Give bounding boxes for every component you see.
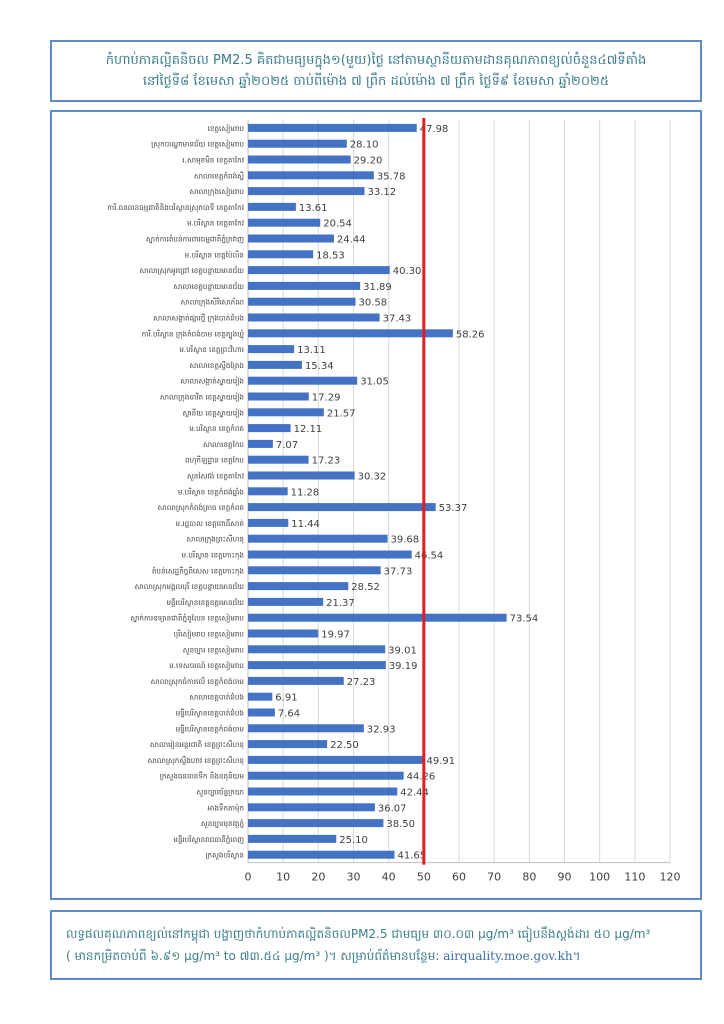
category-label: សួនច្បារ ខេត្តសៀមរាប bbox=[182, 645, 244, 655]
x-tick-label: 0 bbox=[244, 870, 252, 884]
bar bbox=[248, 803, 375, 811]
bar bbox=[248, 329, 453, 337]
bar bbox=[248, 361, 302, 369]
data-label: 28.52 bbox=[351, 582, 380, 594]
bar bbox=[248, 345, 294, 353]
data-label: 37.43 bbox=[382, 313, 412, 325]
bar bbox=[248, 171, 374, 179]
category-label: សាលាខេត្តស្ទឹងត្រែង bbox=[189, 360, 244, 370]
category-label: ម.បរិស្ថាន ខេត្តកំពត bbox=[189, 424, 244, 434]
category-label: សាលាសង្កាត់ផ្សារថ្មី ក្រុងបាត់ដំបង bbox=[153, 313, 244, 323]
data-label: 24.44 bbox=[336, 234, 366, 246]
chart-title-line-2: នៅថ្ងៃទី៨ ខែមេសា ឆ្នាំ២០២៥ ចាប់ពីម៉ោង ៧ ព្រឹក ដល់ម៉ោង ៧ ព្រឹក ថ្ងៃទី៩ ខែមេសា ឆ្នាំ២០២៥ bbox=[142, 74, 610, 89]
category-label: មន្ទីរបរិស្ថានរាជធានីភ្នំពេញ bbox=[173, 834, 244, 844]
bar bbox=[248, 724, 364, 732]
x-tick-label: 120 bbox=[659, 870, 681, 884]
data-label: 41.65 bbox=[397, 850, 427, 862]
category-label: ស្រុកបាណ្ឌាមានជ័យ ខេត្តសៀមរាប bbox=[151, 139, 244, 149]
summary-range-text: ( មានកម្រិតចាប់ពី ៦.៩១ µg/m³ to ៧៣.៥៤ µg/m³ )។ សម្រាប់ព័ត៌មានបន្ថែម: bbox=[66, 949, 440, 963]
data-label: 39.68 bbox=[390, 534, 420, 546]
bar bbox=[248, 709, 275, 717]
category-label: សាលាសង្កាត់ស្វាយរៀង bbox=[180, 376, 244, 386]
category-label: សាលាស្រុកស្ទឹងហាវ ខេត្តព្រះសីហនុ bbox=[147, 755, 244, 765]
data-label: 32.93 bbox=[366, 724, 396, 736]
category-label: ម.ទេសចរណ៍ ខេត្តសៀមរាប bbox=[169, 661, 244, 671]
summary-end-mark: ។ bbox=[572, 949, 581, 963]
bar bbox=[248, 851, 394, 859]
category-label: ក្រសួងធនធានទឹក និងឧតុនិយម bbox=[159, 771, 244, 781]
bar bbox=[248, 250, 313, 258]
bar bbox=[248, 424, 291, 432]
data-label: 20.54 bbox=[323, 218, 352, 230]
bar bbox=[248, 693, 272, 701]
bar bbox=[248, 408, 324, 416]
x-tick-label: 10 bbox=[276, 870, 291, 884]
category-label: តំបន់សេដ្ឋកិច្ចពិសេស ខេត្តកោះកុង bbox=[151, 566, 244, 576]
category-label: សាលាក្រុងបាវិត ខេត្តស្វាយរៀង bbox=[159, 392, 244, 402]
data-label: 7.07 bbox=[275, 439, 299, 451]
bar bbox=[248, 472, 355, 480]
category-label: ពហុកីឡដ្ឋាន ខេត្តកែប bbox=[185, 455, 244, 465]
category-label: សួនសៃវង់ ខេត្តតាកែវ bbox=[186, 471, 244, 481]
chart-title-box bbox=[50, 40, 702, 102]
bar bbox=[248, 582, 348, 590]
bar bbox=[248, 440, 273, 448]
bar bbox=[248, 614, 507, 622]
x-tick-label: 110 bbox=[624, 870, 646, 884]
pm25-bar-chart bbox=[52, 112, 700, 898]
category-label: មន្ទីរបរិស្ថានខេត្តកំពង់ចាម bbox=[175, 724, 244, 734]
data-label: 22.50 bbox=[330, 740, 359, 752]
category-label: សាលាស្រុកអូរជ្រៅ ខេត្តបន្ទាយមានជ័យ bbox=[139, 266, 244, 276]
summary-box bbox=[50, 910, 702, 980]
bar bbox=[248, 740, 327, 748]
category-label: ស្នាក់ការតំបន់ការពារធម្មជាតិភ្នំក្រវាញ bbox=[146, 234, 244, 244]
summary-line-1: លទ្ធផលគុណភាពខ្យល់នៅកម្ពុជា បង្ហាញថាកំហាប់ភាគល្អិតនិចលPM2.5 ជាមធ្យម ៣០.០៣ µg/m³ ធៀបនឹងស្តង់ដារ ៥០ µg/m³ bbox=[66, 927, 651, 941]
bar bbox=[248, 535, 388, 543]
data-label: 46.54 bbox=[414, 550, 444, 562]
category-label: ការិ.បរិស្ថាន ក្រុងកំពង់ចាម ខេត្តត្បូងឃ្មុំ bbox=[141, 329, 244, 339]
summary-line-2 bbox=[66, 945, 700, 967]
category-label: ម.បរិស្ថាន ខេត្តតាកែវ bbox=[186, 218, 244, 228]
data-label: 38.50 bbox=[386, 819, 416, 831]
bar bbox=[248, 393, 309, 401]
bar bbox=[248, 456, 309, 464]
category-label: សាលាស្រុកកំពង់ត្រាច ខេត្តកំពត bbox=[157, 503, 244, 513]
category-label: សាលាខេត្តកំពង់ស្ពឺ bbox=[193, 171, 244, 181]
data-label: 30.32 bbox=[357, 471, 387, 483]
bar bbox=[248, 298, 356, 306]
category-label: សាលាក្រុងព្រះសីហនុ bbox=[186, 534, 244, 544]
data-label: 6.91 bbox=[275, 692, 298, 704]
bar bbox=[248, 598, 323, 606]
data-label: 53.37 bbox=[438, 503, 468, 515]
category-label: មន្ទីរបរិស្ថានខេត្តឧត្តរមានជ័យ bbox=[166, 597, 244, 607]
bar bbox=[248, 835, 336, 843]
data-label: 25.10 bbox=[339, 834, 368, 846]
chart-panel bbox=[50, 110, 702, 900]
data-label: 12.11 bbox=[293, 424, 323, 436]
category-label: បុរីសៀមរាប ខេត្តសៀមរាប bbox=[173, 629, 244, 639]
data-label: 11.28 bbox=[290, 487, 320, 499]
data-label: 11.44 bbox=[291, 518, 320, 530]
x-tick-label: 20 bbox=[311, 870, 326, 884]
bar bbox=[248, 519, 288, 527]
bar bbox=[248, 219, 320, 227]
x-tick-label: 40 bbox=[381, 870, 396, 884]
bar bbox=[248, 314, 380, 322]
category-label: សាលាក្រុងសៀមរាប bbox=[189, 187, 244, 197]
category-label: មន្ទីរបរិស្ថានខេត្តបាត់ដំបង bbox=[175, 708, 244, 718]
category-label: សាលាខេត្តបាត់ដំបង bbox=[189, 692, 244, 702]
data-label: 42.44 bbox=[400, 787, 429, 799]
data-label: 44.26 bbox=[406, 771, 436, 783]
data-label: 21.57 bbox=[326, 408, 356, 420]
bar bbox=[248, 266, 390, 274]
category-label: រ.សាមុខមិន ខេត្តតាកែវ bbox=[182, 155, 244, 165]
bar bbox=[248, 282, 360, 290]
bar bbox=[248, 551, 412, 559]
data-label: 7.64 bbox=[277, 708, 301, 720]
category-label: ម.បរិស្ថាន ខេត្តកំពង់ឆ្នាំង bbox=[177, 487, 244, 497]
data-label: 17.23 bbox=[311, 455, 341, 467]
x-tick-label: 50 bbox=[416, 870, 431, 884]
data-label: 18.53 bbox=[316, 250, 345, 262]
category-label: សាលាខេត្តបន្ទាយមានជ័យ bbox=[173, 281, 244, 291]
category-label: សួនច្បារច័ន្ទក្រយា bbox=[196, 787, 244, 797]
data-label: 29.20 bbox=[353, 155, 383, 167]
bar bbox=[248, 788, 397, 796]
bar bbox=[248, 756, 424, 764]
category-label: ម.រដ្ឋបាល ខេត្តពោធិ៍សាត់ bbox=[175, 518, 244, 528]
data-label: 39.19 bbox=[388, 661, 418, 673]
category-label: ខេត្តសៀមរាប bbox=[207, 123, 244, 133]
data-label: 49.91 bbox=[426, 755, 456, 767]
data-label: 33.12 bbox=[367, 187, 397, 199]
bar bbox=[248, 187, 364, 195]
data-label: 31.05 bbox=[360, 376, 389, 388]
bar bbox=[248, 487, 288, 495]
category-label: ម.បរិស្ថាន ខេត្តកោះកុង bbox=[181, 550, 244, 560]
data-label: 37.73 bbox=[383, 566, 413, 578]
x-tick-label: 70 bbox=[487, 870, 502, 884]
data-label: 17.29 bbox=[311, 392, 341, 404]
category-label: សាលាស្រុកចំការលើ ខេត្តកំពង់ចាម bbox=[150, 676, 244, 686]
bar bbox=[248, 772, 404, 780]
data-label: 39.01 bbox=[388, 645, 417, 657]
data-label: 30.58 bbox=[358, 297, 388, 309]
bar bbox=[248, 124, 417, 132]
category-label: ស្នាក់ការឧទ្យានជាតិភ្នំគូលែន ខេត្តសៀមរាប bbox=[130, 613, 244, 623]
category-label: ម.បរិស្ថាន ខេត្តប៉ៃលិន bbox=[184, 250, 244, 260]
x-tick-label: 90 bbox=[557, 870, 572, 884]
x-tick-label: 60 bbox=[452, 870, 466, 884]
data-label: 13.61 bbox=[298, 202, 328, 214]
bar bbox=[248, 819, 383, 827]
data-label: 28.10 bbox=[349, 139, 379, 151]
bar bbox=[248, 566, 381, 574]
category-label: សាលាក្រុងសិរីសោភ័ណ bbox=[180, 297, 244, 307]
bar bbox=[248, 630, 318, 638]
category-label: អាងទឹកតាម៉ុក bbox=[207, 803, 244, 813]
bar bbox=[248, 645, 385, 653]
bar bbox=[248, 677, 344, 685]
data-label: 31.89 bbox=[363, 281, 392, 293]
category-label: សួនច្បារមុខវត្តភ្នំ bbox=[200, 819, 244, 829]
data-label: 27.23 bbox=[346, 676, 376, 688]
x-tick-label: 100 bbox=[589, 870, 611, 884]
category-label: ការិ.ធនធានធម្មជាតិនិងបរិស្ថានស្រុកបាទី ខេត្តតាកែវ bbox=[107, 202, 244, 212]
website-link[interactable]: airquality.moe.gov.kh bbox=[443, 949, 573, 963]
data-label: 21.37 bbox=[326, 597, 355, 609]
bar bbox=[248, 503, 436, 511]
category-label: សាលាស្រុកមង្គលបុរី ខេត្តបន្ទាយមានជ័យ bbox=[134, 582, 244, 592]
data-label: 58.26 bbox=[455, 329, 485, 341]
data-label: 73.54 bbox=[509, 613, 539, 625]
x-tick-label: 30 bbox=[346, 870, 361, 884]
category-label: សាលារៀនអន្តរជាតិ ខេត្តព្រះសីហនុ bbox=[149, 740, 244, 750]
data-label: 15.34 bbox=[304, 360, 334, 372]
chart-title-line-1: កំហាប់ភាគល្អិតនិចល PM2.5 គិតជាមធ្យមក្នុង១(មួយ)ថ្ងៃ នៅតាមស្ថានីយតាមដានគុណភាពខ្យល់ចំនួន៤៧ទីតាំង bbox=[105, 53, 647, 68]
data-label: 47.98 bbox=[419, 123, 449, 135]
category-label: សាលាខេត្តកែប bbox=[202, 439, 244, 449]
data-label: 19.97 bbox=[321, 629, 350, 641]
x-tick-label: 80 bbox=[522, 870, 537, 884]
bar bbox=[248, 377, 357, 385]
bar bbox=[248, 203, 296, 211]
data-label: 35.78 bbox=[376, 171, 406, 183]
data-label: 13.11 bbox=[297, 345, 326, 357]
data-label: 36.07 bbox=[377, 803, 407, 815]
bar bbox=[248, 140, 347, 148]
category-label: ស្ថានីយ ខេត្តស្វាយរៀង bbox=[182, 408, 244, 418]
category-label: ម.បរិស្ថាន ខេត្តព្រះវិហារ bbox=[179, 345, 244, 355]
bar bbox=[248, 156, 351, 164]
category-label: ក្រសួងបរិស្ថាន bbox=[205, 850, 244, 860]
bar bbox=[248, 661, 386, 669]
data-label: 40.30 bbox=[392, 266, 422, 278]
bar bbox=[248, 235, 334, 243]
